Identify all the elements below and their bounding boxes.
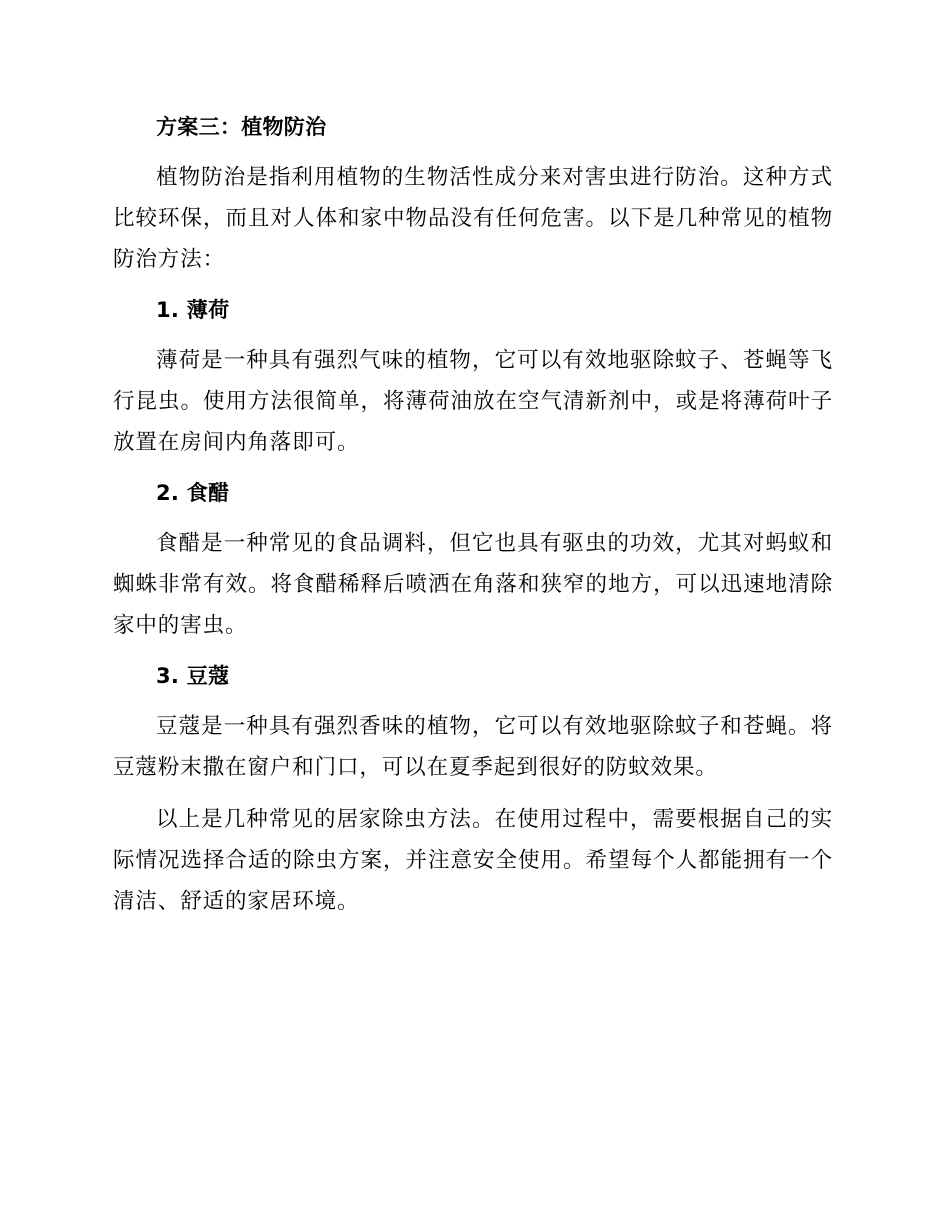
item-heading-cardamom: 3. 豆蔻	[156, 664, 230, 688]
conclusion-paragraph: 以上是几种常见的居家除虫方法。在使用过程中，需要根据自己的实际情况选择合适的除虫方案，并注意安全使用。希望每个人都能拥有一个清洁、舒适的家居环境。	[113, 807, 833, 914]
item-heading-vinegar: 2. 食醋	[156, 481, 230, 505]
item-paragraph-cardamom: 豆蔻是一种具有强烈香味的植物，它可以有效地驱除蚊子和苍蝇。将豆蔻粉末撒在窗户和门口，可以在夏季起到很好的防蚊效果。	[113, 714, 833, 780]
item-paragraph-vinegar: 食醋是一种常见的食品调料，但它也具有驱虫的功效，尤其对蚂蚁和蜘蛛非常有效。将食醋稀释后喷洒在角落和狭窄的地方，可以迅速地清除家中的害虫。	[113, 531, 833, 638]
item-heading-mint: 1. 薄荷	[156, 298, 230, 322]
document-body	[113, 108, 833, 922]
intro-paragraph: 植物防治是指利用植物的生物活性成分来对害虫进行防治。这种方式比较环保，而且对人体和家中物品没有任何危害。以下是几种常见的植物防治方法：	[113, 165, 833, 272]
item-paragraph-mint: 薄荷是一种具有强烈气味的植物，它可以有效地驱除蚊子、苍蝇等飞行昆虫。使用方法很简单，将薄荷油放在空气清新剂中，或是将薄荷叶子放置在房间内角落即可。	[113, 348, 833, 455]
section-title: 方案三：植物防治	[156, 115, 327, 139]
